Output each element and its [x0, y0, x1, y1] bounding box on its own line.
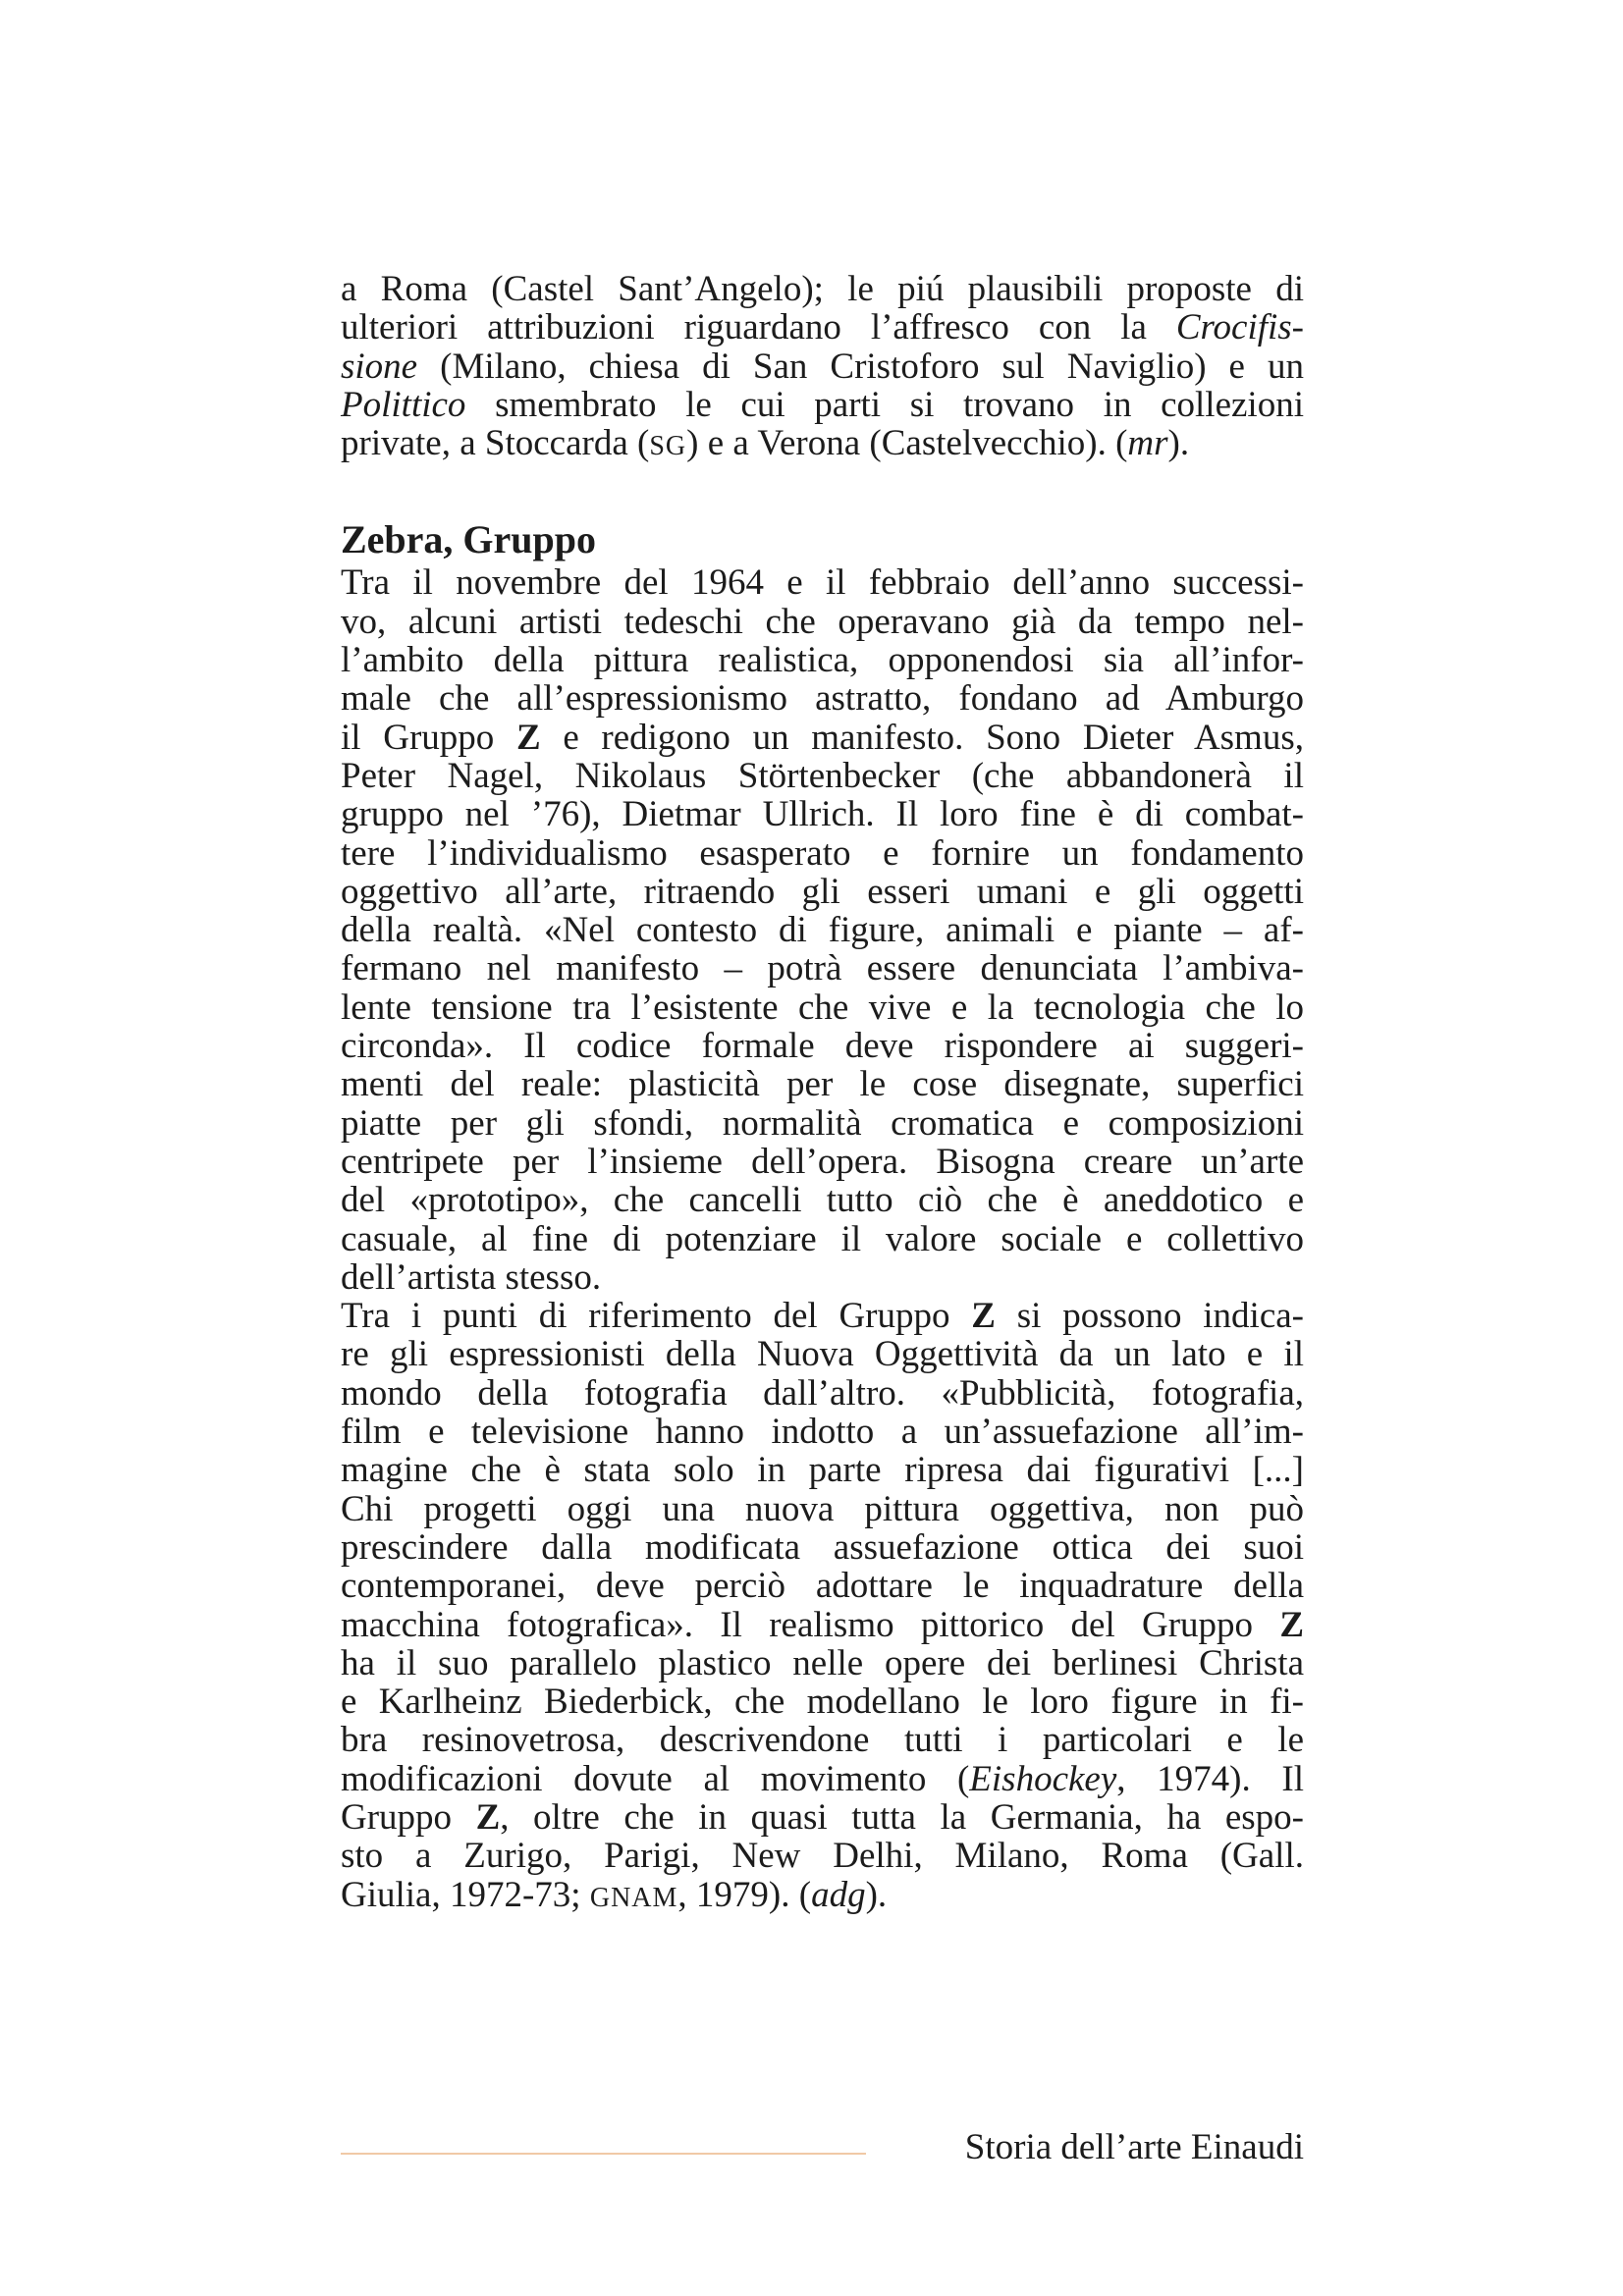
page-footer [341, 2125, 1304, 2172]
author-initials: adg [811, 1874, 866, 1915]
text-line: piatte per gli sfondi, normalità cromatica e composizioni [341, 1102, 1304, 1144]
text-segment: , 1974). Il [1116, 1758, 1304, 1799]
text-line: magine che è stata solo in parte ripresa dai figurativi [...] [341, 1450, 1304, 1491]
text-segment: (Milano, chiesa di San Cristoforo sul Naviglio) e un [417, 346, 1304, 387]
text-line: Chi progetti oggi una nuova pittura oggettiva, non può [341, 1488, 1304, 1529]
text-line [341, 1760, 1304, 1798]
text-line: gruppo nel ’76), Dietmar Ullrich. Il loro fine è di combat- [341, 794, 1304, 835]
text-line: dell’artista stesso. [341, 1256, 602, 1298]
entry-title: Zebra, Gruppo [341, 517, 597, 562]
text-line [341, 719, 1304, 757]
group-letter: Z [475, 1796, 501, 1838]
text-segment: , 1979). ( [677, 1874, 812, 1915]
text-segment: e redigono un manifesto. Sono Dieter Asmus, [540, 717, 1304, 758]
footer-rule [341, 2153, 866, 2155]
text-line: casuale, al fine di potenziare il valore sociale e collettivo [341, 1218, 1304, 1259]
text-line: ha il suo parallelo plastico nelle opere dei berlinesi Christa [341, 1642, 1304, 1683]
artwork-title: sione [341, 346, 418, 387]
artwork-title: Polittico [341, 384, 466, 425]
text-segment: ). [1167, 423, 1190, 464]
text-line: bra resinovetrosa, descrivendone tutti i particolari e le [341, 1720, 1304, 1761]
text-line: re gli espressionisti della Nuova Oggettività da un lato e il [341, 1334, 1304, 1375]
text-segment: ulteriori attribuzioni riguardano l’affresco con la [341, 307, 1176, 348]
text-line: film e televisione hanno indotto a un’assuefazione all’im- [341, 1412, 1304, 1453]
text-line: centripete per l’insieme dell’opera. Bisogna creare un’arte [341, 1141, 1304, 1182]
abbreviation: GNAM [589, 1882, 678, 1913]
footer-publisher: Storia dell’arte Einaudi [964, 2127, 1304, 2167]
text-line: lente tensione tra l’esistente che vive e la tecnologia che lo [341, 987, 1304, 1028]
text-segment: modificazioni dovute al movimento ( [341, 1758, 970, 1799]
text-line: Tra il novembre del 1964 e il febbraio dell’anno successi- [341, 562, 1304, 604]
text-line [341, 1798, 1304, 1837]
text-segment: Gruppo [341, 1796, 476, 1838]
text-line: fermano nel manifesto – potrà essere denunciata l’ambiva- [341, 948, 1304, 989]
text-segment: ) e a Verona (Castelvecchio). ( [686, 423, 1128, 464]
group-letter: Z [971, 1296, 996, 1337]
text-line: tere l’individualismo esasperato e fornire un fondamento [341, 832, 1304, 874]
text-segment: il Gruppo [341, 717, 516, 758]
text-line: Peter Nagel, Nikolaus Störtenbecker (che abbandonerà il [341, 755, 1304, 796]
text-segment: ). [865, 1874, 888, 1915]
text-line: prescindere dalla modificata assuefazione ottica dei suoi [341, 1526, 1304, 1568]
text-line [341, 308, 1304, 347]
text-line [341, 1606, 1304, 1644]
text-segment: , oltre che in quasi tutta la Germania, ha espo- [500, 1796, 1304, 1838]
text-line: del «prototipo», che cancelli tutto ciò che è aneddotico e [341, 1180, 1304, 1221]
text-line [341, 347, 1304, 386]
text-line: oggettivo all’arte, ritraendo gli esseri umani e gli oggetti [341, 871, 1304, 912]
text-line [341, 424, 1304, 465]
text-segment: private, a Stoccarda ( [341, 423, 650, 464]
text-line [341, 386, 1304, 424]
abbreviation: SG [649, 431, 687, 462]
text-segment: a Roma (Castel Sant’Angelo); le piú plausibili proposte di [341, 269, 1304, 309]
text-segment: Giulia, 1972-73; [341, 1874, 590, 1915]
group-letter: Z [515, 717, 541, 758]
group-letter: Z [1279, 1604, 1304, 1645]
text-line: contemporanei, deve perciò adottare le inquadrature della [341, 1566, 1304, 1607]
text-line: e Karlheinz Biederbick, che modellano le loro figure in fi- [341, 1682, 1304, 1723]
author-initials: mr [1127, 423, 1168, 464]
text-line: male che all’espressionismo astratto, fondano ad Amburgo [341, 678, 1304, 720]
text-line: menti del reale: plasticità per le cose disegnate, superfici [341, 1064, 1304, 1105]
text-line [341, 1297, 1304, 1335]
text-line [341, 1876, 1304, 1917]
text-segment: macchina fotografica». Il realismo pittorico del Gruppo [341, 1604, 1280, 1645]
previous-entry-continuation [341, 270, 1304, 465]
text-line: sto a Zurigo, Parigi, New Delhi, Milano, Roma (Gall. [341, 1836, 1304, 1877]
text-line: mondo della fotografia dall’altro. «Pubblicità, fotografia, [341, 1372, 1304, 1414]
artwork-title: Eishockey [969, 1758, 1117, 1799]
artwork-title: Crocifis- [1175, 307, 1304, 348]
text-line: circonda». Il codice formale deve rispondere ai suggeri- [341, 1026, 1304, 1067]
text-line [341, 270, 1304, 308]
text-line: vo, alcuni artisti tedeschi che operavano già da tempo nel- [341, 601, 1304, 642]
text-segment: smembrato le cui parti si trovano in collezioni [465, 384, 1304, 425]
text-line: l’ambito della pittura realistica, opponendosi sia all’infor- [341, 640, 1304, 681]
text-line: della realtà. «Nel contesto di figure, animali e piante – af- [341, 910, 1304, 951]
text-segment: si possono indica- [995, 1296, 1305, 1337]
page-body [341, 270, 1304, 1917]
text-segment: Tra i punti di riferimento del Gruppo [341, 1296, 972, 1337]
entry-paragraph-2 [341, 1297, 1304, 1917]
entry-paragraph-1 [341, 563, 1304, 1297]
